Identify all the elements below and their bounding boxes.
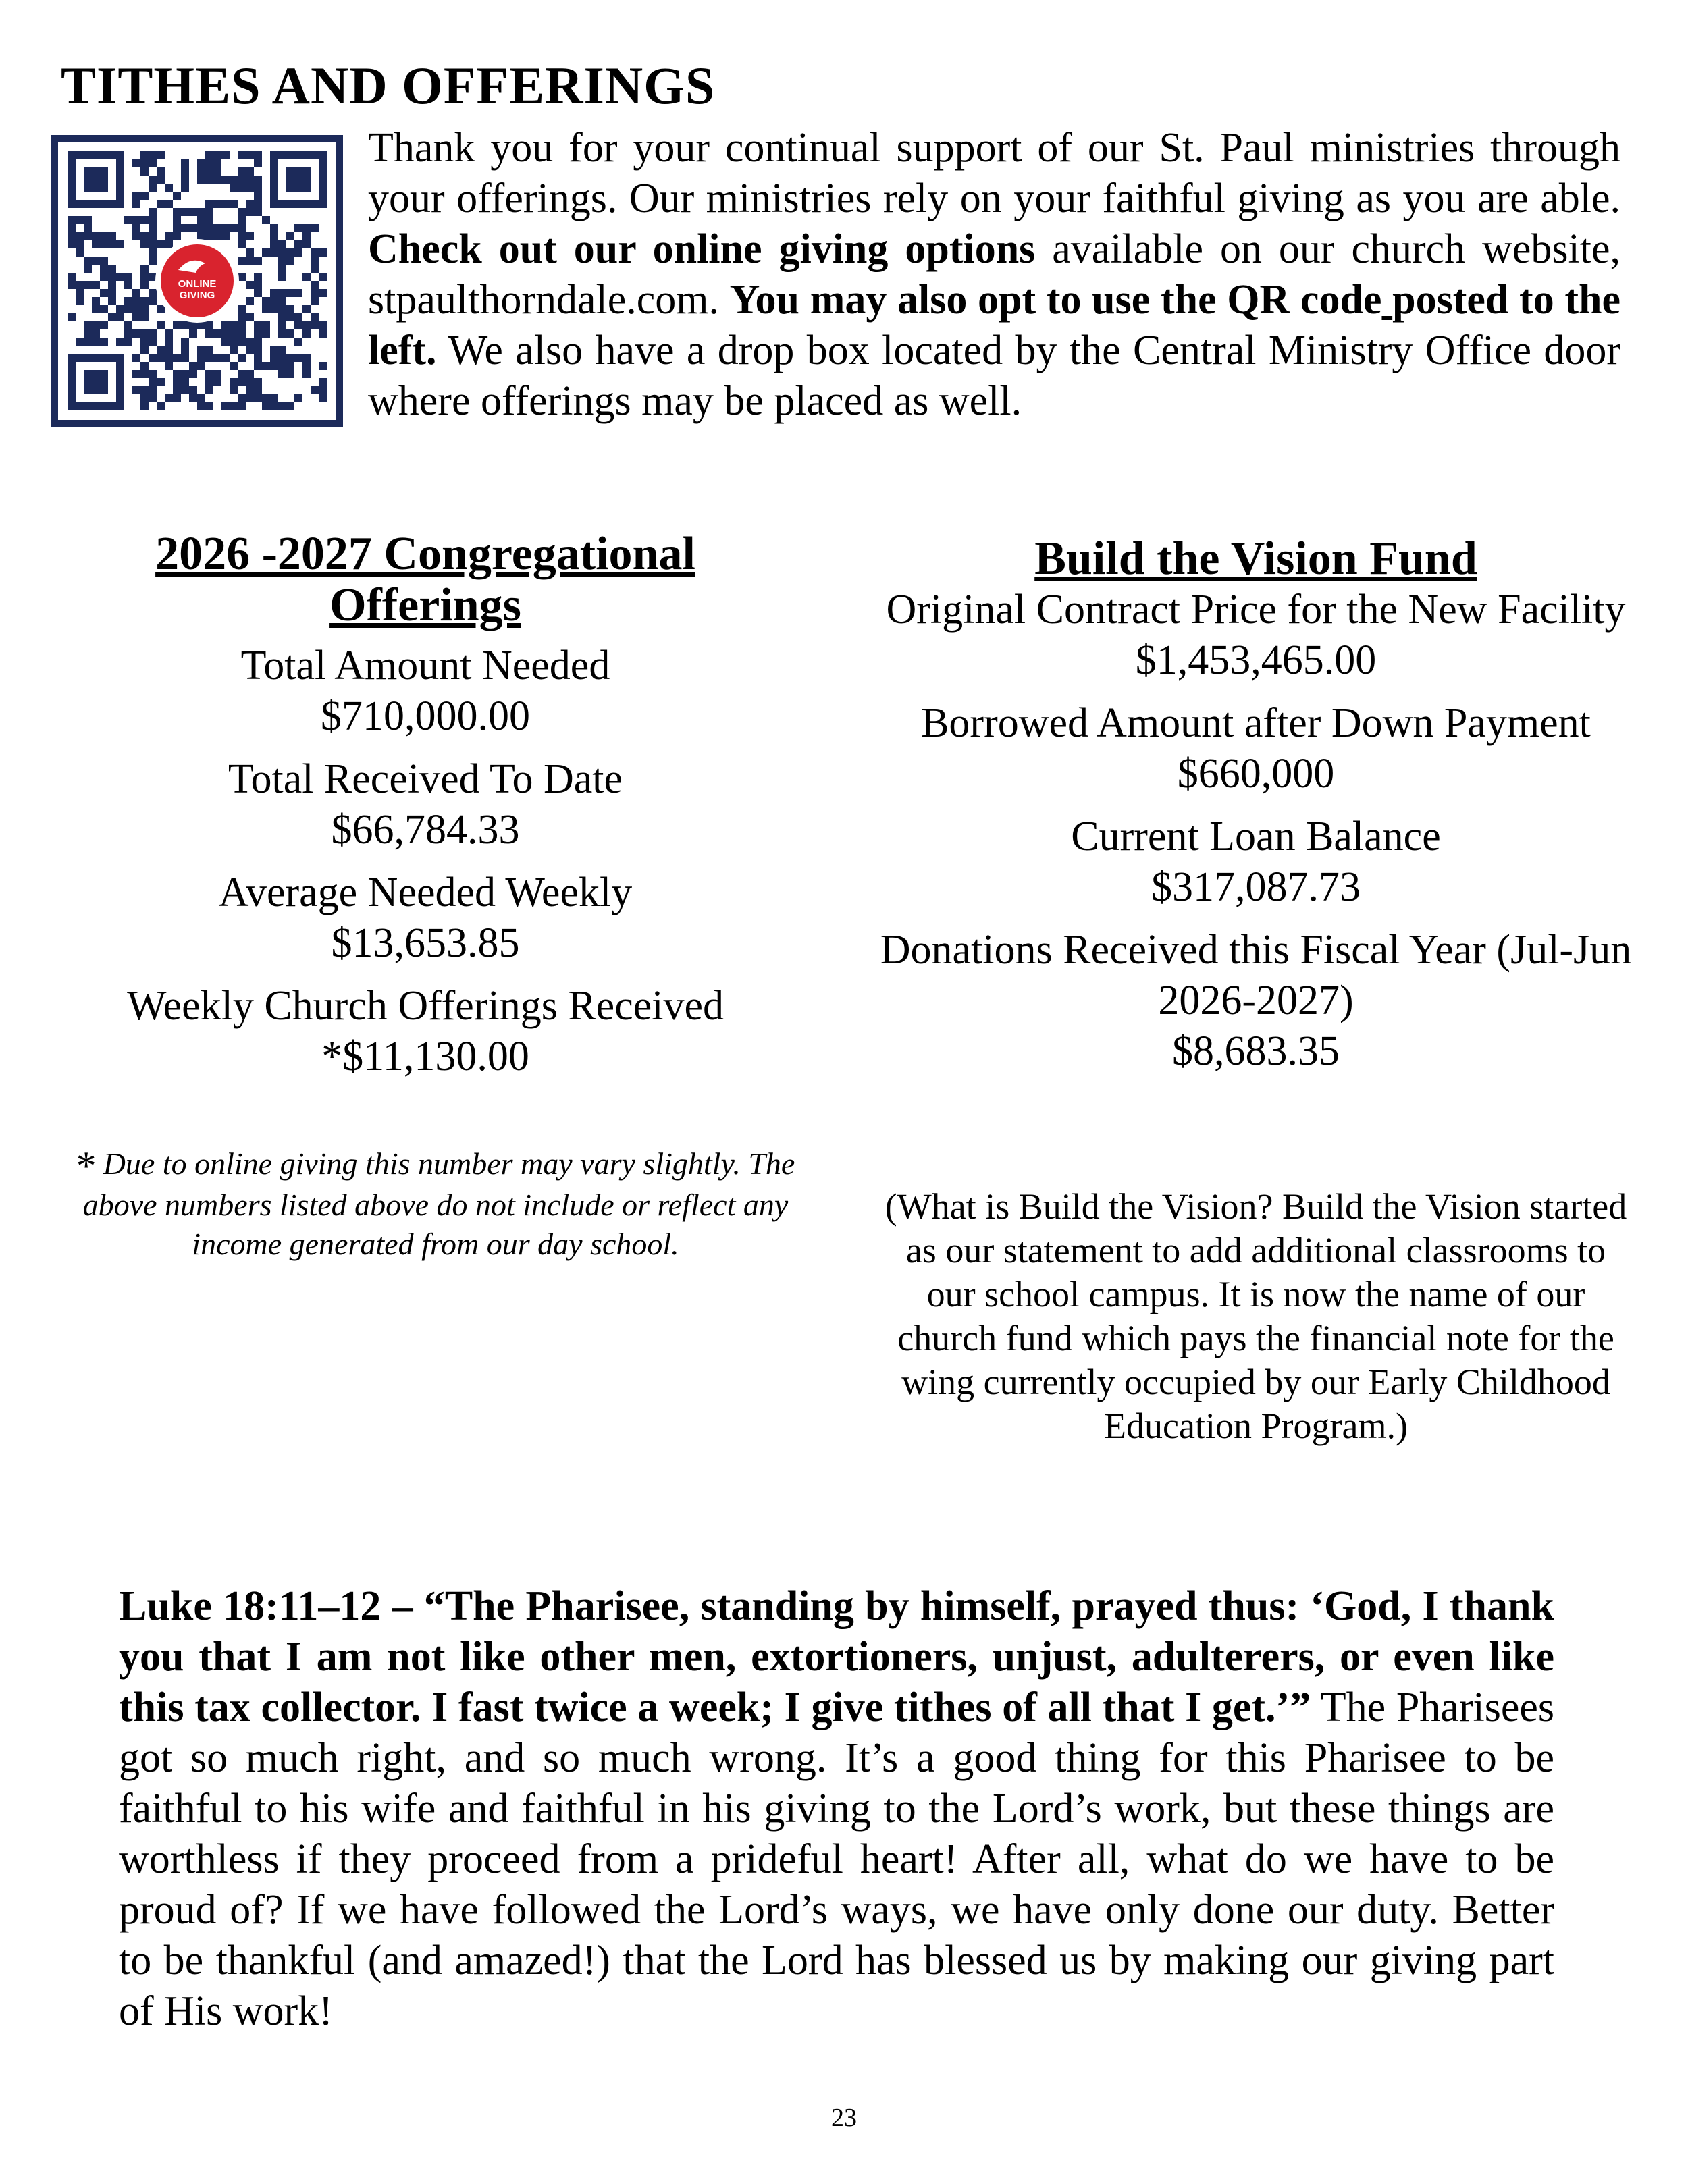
offerings-footnote xyxy=(64,1144,807,1264)
qr-code-icon xyxy=(58,142,336,420)
fund-value: $8,683.35 xyxy=(1172,1028,1340,1074)
online-giving-qr-code[interactable] xyxy=(51,135,343,427)
offering-item xyxy=(88,641,763,742)
offering-value: $66,784.33 xyxy=(331,807,520,853)
scripture-quote: Luke 18:11–12 – “The Pharisee, standing by himself, prayed thus: ‘God, I thank you that I am not like other men, extortioners, unjust, adulterers, or even like this tax collector. I fast twice a week; I give tithes of all that I get.’” xyxy=(119,1583,1554,1730)
fund-value: $317,087.73 xyxy=(1151,864,1361,910)
fund-label: Original Contract Price for the New Facility xyxy=(886,587,1626,633)
offering-label: Average Needed Weekly xyxy=(218,870,633,915)
fund-item xyxy=(871,811,1641,913)
fund-label: Borrowed Amount after Down Payment xyxy=(921,700,1591,746)
fund-label: Donations Received this Fiscal Year (Jul-Jun 2026-2027) xyxy=(880,927,1632,1023)
offering-label: Weekly Church Offerings Received xyxy=(127,983,724,1029)
reflection-text: The Pharisees got so much right, and so much wrong. It’s a good thing for this Pharisee to be faithful to his wife and faithful in his giving to the Lord’s work, but these things are worthless if they proceed from a prideful heart! After all, what do we have to be proud of? If we have followed the Lord’s ways, we have only done our duty. Better to be thankful (and amazed!) that the Lord has blessed us by making our giving part of His work! xyxy=(119,1684,1554,2034)
build-the-vision-explanation: (What is Build the Vision? Build the Vision started as our statement to add additional classrooms to our school campus. It is now the name of our church fund which pays the financial note for the wing currently occupied by our Early Childhood Education Program.) xyxy=(885,1186,1627,1446)
offering-item xyxy=(88,981,763,1082)
fund-value: $660,000 xyxy=(1177,751,1335,797)
offering-label: Total Received To Date xyxy=(228,756,623,802)
svg-text:GIVING: GIVING xyxy=(179,290,215,301)
footnote-star: * xyxy=(76,1144,97,1188)
fund-item xyxy=(871,585,1641,686)
congregational-offerings-heading: 2026 -2027 Congregational Offerings xyxy=(155,528,695,631)
offering-value: *$11,130.00 xyxy=(321,1034,529,1080)
build-the-vision-section xyxy=(871,533,1641,1077)
page-number: 23 xyxy=(831,2104,857,2132)
page-title: TITHES AND OFFERINGS xyxy=(61,56,716,115)
footnote-text: Due to online giving this number may vary slightly. The above numbers listed above do not include or reflect any income generated from our day school. xyxy=(82,1146,795,1261)
offering-item xyxy=(88,754,763,855)
scripture-reflection xyxy=(119,1581,1554,2037)
offering-item xyxy=(88,868,763,969)
offering-value: $13,653.85 xyxy=(331,920,520,966)
offering-value: $710,000.00 xyxy=(321,693,530,739)
fund-item xyxy=(871,925,1641,1077)
intro-paragraph: Thank you for your continual support of our St. Paul ministries through your offerings. Our ministries rely on your faithful giving as you are able. Check out our online giving options available on our church website, stpaulthorndale.com. You may also opt to use the QR code posted to the left. We also have a drop box located by the Central Ministry Office door where offerings may be placed as well. xyxy=(368,125,1621,424)
fund-item xyxy=(871,698,1641,799)
offering-label: Total Amount Needed xyxy=(240,643,610,689)
congregational-offerings-section xyxy=(88,529,763,1082)
build-the-vision-heading: Build the Vision Fund xyxy=(1034,533,1477,585)
svg-text:ONLINE: ONLINE xyxy=(178,278,217,290)
fund-label: Current Loan Balance xyxy=(1071,814,1441,859)
fund-value: $1,453,465.00 xyxy=(1135,637,1377,683)
online-giving-badge-icon xyxy=(155,239,239,323)
